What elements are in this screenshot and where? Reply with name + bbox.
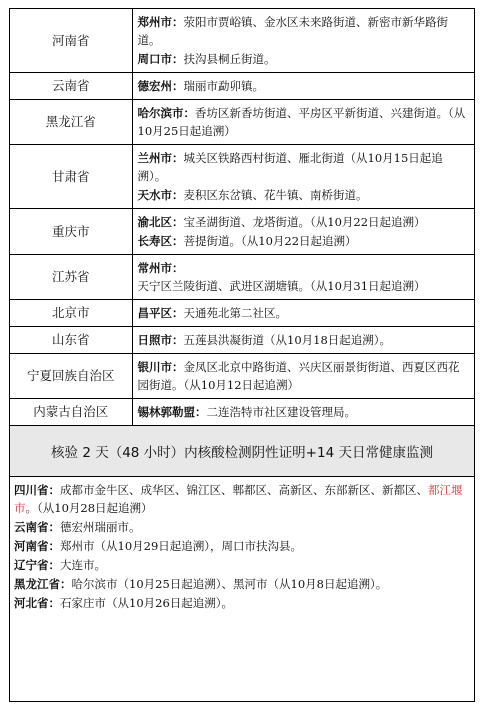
list-item xyxy=(138,331,469,349)
detail-cell xyxy=(132,354,474,399)
list-item xyxy=(14,556,470,574)
city-label: 天水市： xyxy=(137,188,184,202)
province-cell: 重庆市 xyxy=(10,209,132,255)
region-text: 五莲县洪凝街道（从10月18日起追溯）。 xyxy=(183,333,392,347)
city-label: 兰州市： xyxy=(137,151,184,165)
province-cell: 北京市 xyxy=(10,300,132,327)
list-item xyxy=(138,50,469,68)
province-cell: 甘肃省 xyxy=(10,145,132,209)
detail-cell xyxy=(132,73,474,100)
city-label: 德宏州： xyxy=(137,79,184,93)
highlighted-region: 都江堰市 xyxy=(14,483,463,515)
city-label: 郑州市： xyxy=(137,15,184,29)
region-text: 石家庄市（从10月26日起追溯）。 xyxy=(60,596,234,610)
list-item xyxy=(14,518,470,536)
list-item xyxy=(14,594,470,612)
document-frame xyxy=(9,8,475,702)
list-item xyxy=(138,104,469,140)
table-row xyxy=(10,209,474,255)
region-text: 扶沟县桐丘街道。 xyxy=(183,52,276,66)
city-label: 哈尔滨市： xyxy=(137,106,195,120)
province-cell: 云南省 xyxy=(10,73,132,100)
region-text: 荥阳市贾峪镇、金水区未来路街道、新密市新华路街道。 xyxy=(137,15,448,47)
list-item xyxy=(138,232,469,250)
province-label: 河南省： xyxy=(14,539,60,553)
list-item xyxy=(138,77,469,95)
bottom-list xyxy=(10,477,474,612)
list-item xyxy=(14,481,470,517)
list-item xyxy=(138,259,469,295)
province-label: 云南省： xyxy=(14,520,60,534)
region-text: 菩提街道。（从10月22日起追溯） xyxy=(183,234,357,248)
region-text: 郑州市（从10月29日起追溯），周口市扶沟县。 xyxy=(60,539,303,553)
province-label: 辽宁省： xyxy=(14,558,60,572)
province-cell: 河南省 xyxy=(10,9,132,73)
detail-cell xyxy=(132,327,474,354)
region-text: 哈尔滨市（10月25日起追溯）、黑河市（从10月8日起追溯）。 xyxy=(71,577,388,591)
city-label: 周口市： xyxy=(137,52,184,66)
city-label: 常州市： xyxy=(137,261,184,275)
region-text: 。（从10月28日起追溯） xyxy=(25,501,153,515)
city-label: 渝北区： xyxy=(137,215,184,229)
province-cell: 山东省 xyxy=(10,327,132,354)
detail-cell xyxy=(132,209,474,255)
city-label: 长寿区： xyxy=(137,234,184,248)
list-item xyxy=(138,186,469,204)
list-item xyxy=(138,304,469,322)
region-text: 德宏州瑞丽市。 xyxy=(60,520,141,534)
province-label: 河北省： xyxy=(14,596,60,610)
province-cell: 江苏省 xyxy=(10,255,132,300)
table-row xyxy=(10,327,474,354)
region-text: 瑞丽市勐卯镇。 xyxy=(183,79,264,93)
section-heading: 核验 2 天（48 小时）内核酸检测阴性证明+14 天日常健康监测 xyxy=(10,426,474,477)
list-item xyxy=(14,575,470,593)
list-item xyxy=(138,403,469,421)
list-item xyxy=(138,358,469,394)
detail-cell xyxy=(132,255,474,300)
region-text: 天通苑北第二社区。 xyxy=(183,306,287,320)
regions-table xyxy=(10,9,474,426)
region-text: 城关区铁路西村街道、雁北街道（从10月15日起追溯）。 xyxy=(137,151,443,183)
region-text: 大连市。 xyxy=(60,558,106,572)
table-row xyxy=(10,100,474,145)
city-label: 银川市： xyxy=(137,360,184,374)
region-text: 麦积区东岔镇、花牛镇、南桥街道。 xyxy=(183,188,368,202)
region-text: 香坊区新香坊街道、平房区平新街道、兴建街道。（从10月25日起追溯） xyxy=(137,106,466,138)
list-item xyxy=(138,149,469,185)
province-cell: 黑龙江省 xyxy=(10,100,132,145)
table-row xyxy=(10,255,474,300)
city-label: 锡林郭勒盟： xyxy=(137,405,207,419)
table-row xyxy=(10,73,474,100)
list-item xyxy=(138,13,469,49)
detail-cell xyxy=(132,100,474,145)
table-row xyxy=(10,354,474,399)
detail-cell xyxy=(132,399,474,426)
city-label: 昌平区： xyxy=(137,306,184,320)
region-text: 宝圣湖街道、龙塔街道。（从10月22日起追溯） xyxy=(183,215,426,229)
province-label: 黑龙江省： xyxy=(14,577,72,591)
table-row xyxy=(10,300,474,327)
city-label: 日照市： xyxy=(137,333,184,347)
province-cell: 宁夏回族自治区 xyxy=(10,354,132,399)
list-item xyxy=(14,537,470,555)
detail-cell xyxy=(132,145,474,209)
region-text: 成都市金牛区、成华区、锦江区、郫都区、高新区、东部新区、新都区、 xyxy=(60,483,428,497)
detail-cell xyxy=(132,9,474,73)
region-text: 金凤区北京中路街道、兴庆区丽景街街道、西夏区西花园街道。（从10月12日起追溯） xyxy=(137,360,460,392)
table-row xyxy=(10,399,474,426)
list-item xyxy=(138,213,469,231)
region-text: 二连浩特市社区建设管理局。 xyxy=(206,405,356,419)
table-row xyxy=(10,145,474,209)
province-label: 四川省： xyxy=(14,483,60,497)
table-row xyxy=(10,9,474,73)
province-cell: 内蒙古自治区 xyxy=(10,399,132,426)
region-text: 天宁区兰陵街道、武进区湖塘镇。（从10月31日起追溯） xyxy=(137,279,426,293)
detail-cell xyxy=(132,300,474,327)
